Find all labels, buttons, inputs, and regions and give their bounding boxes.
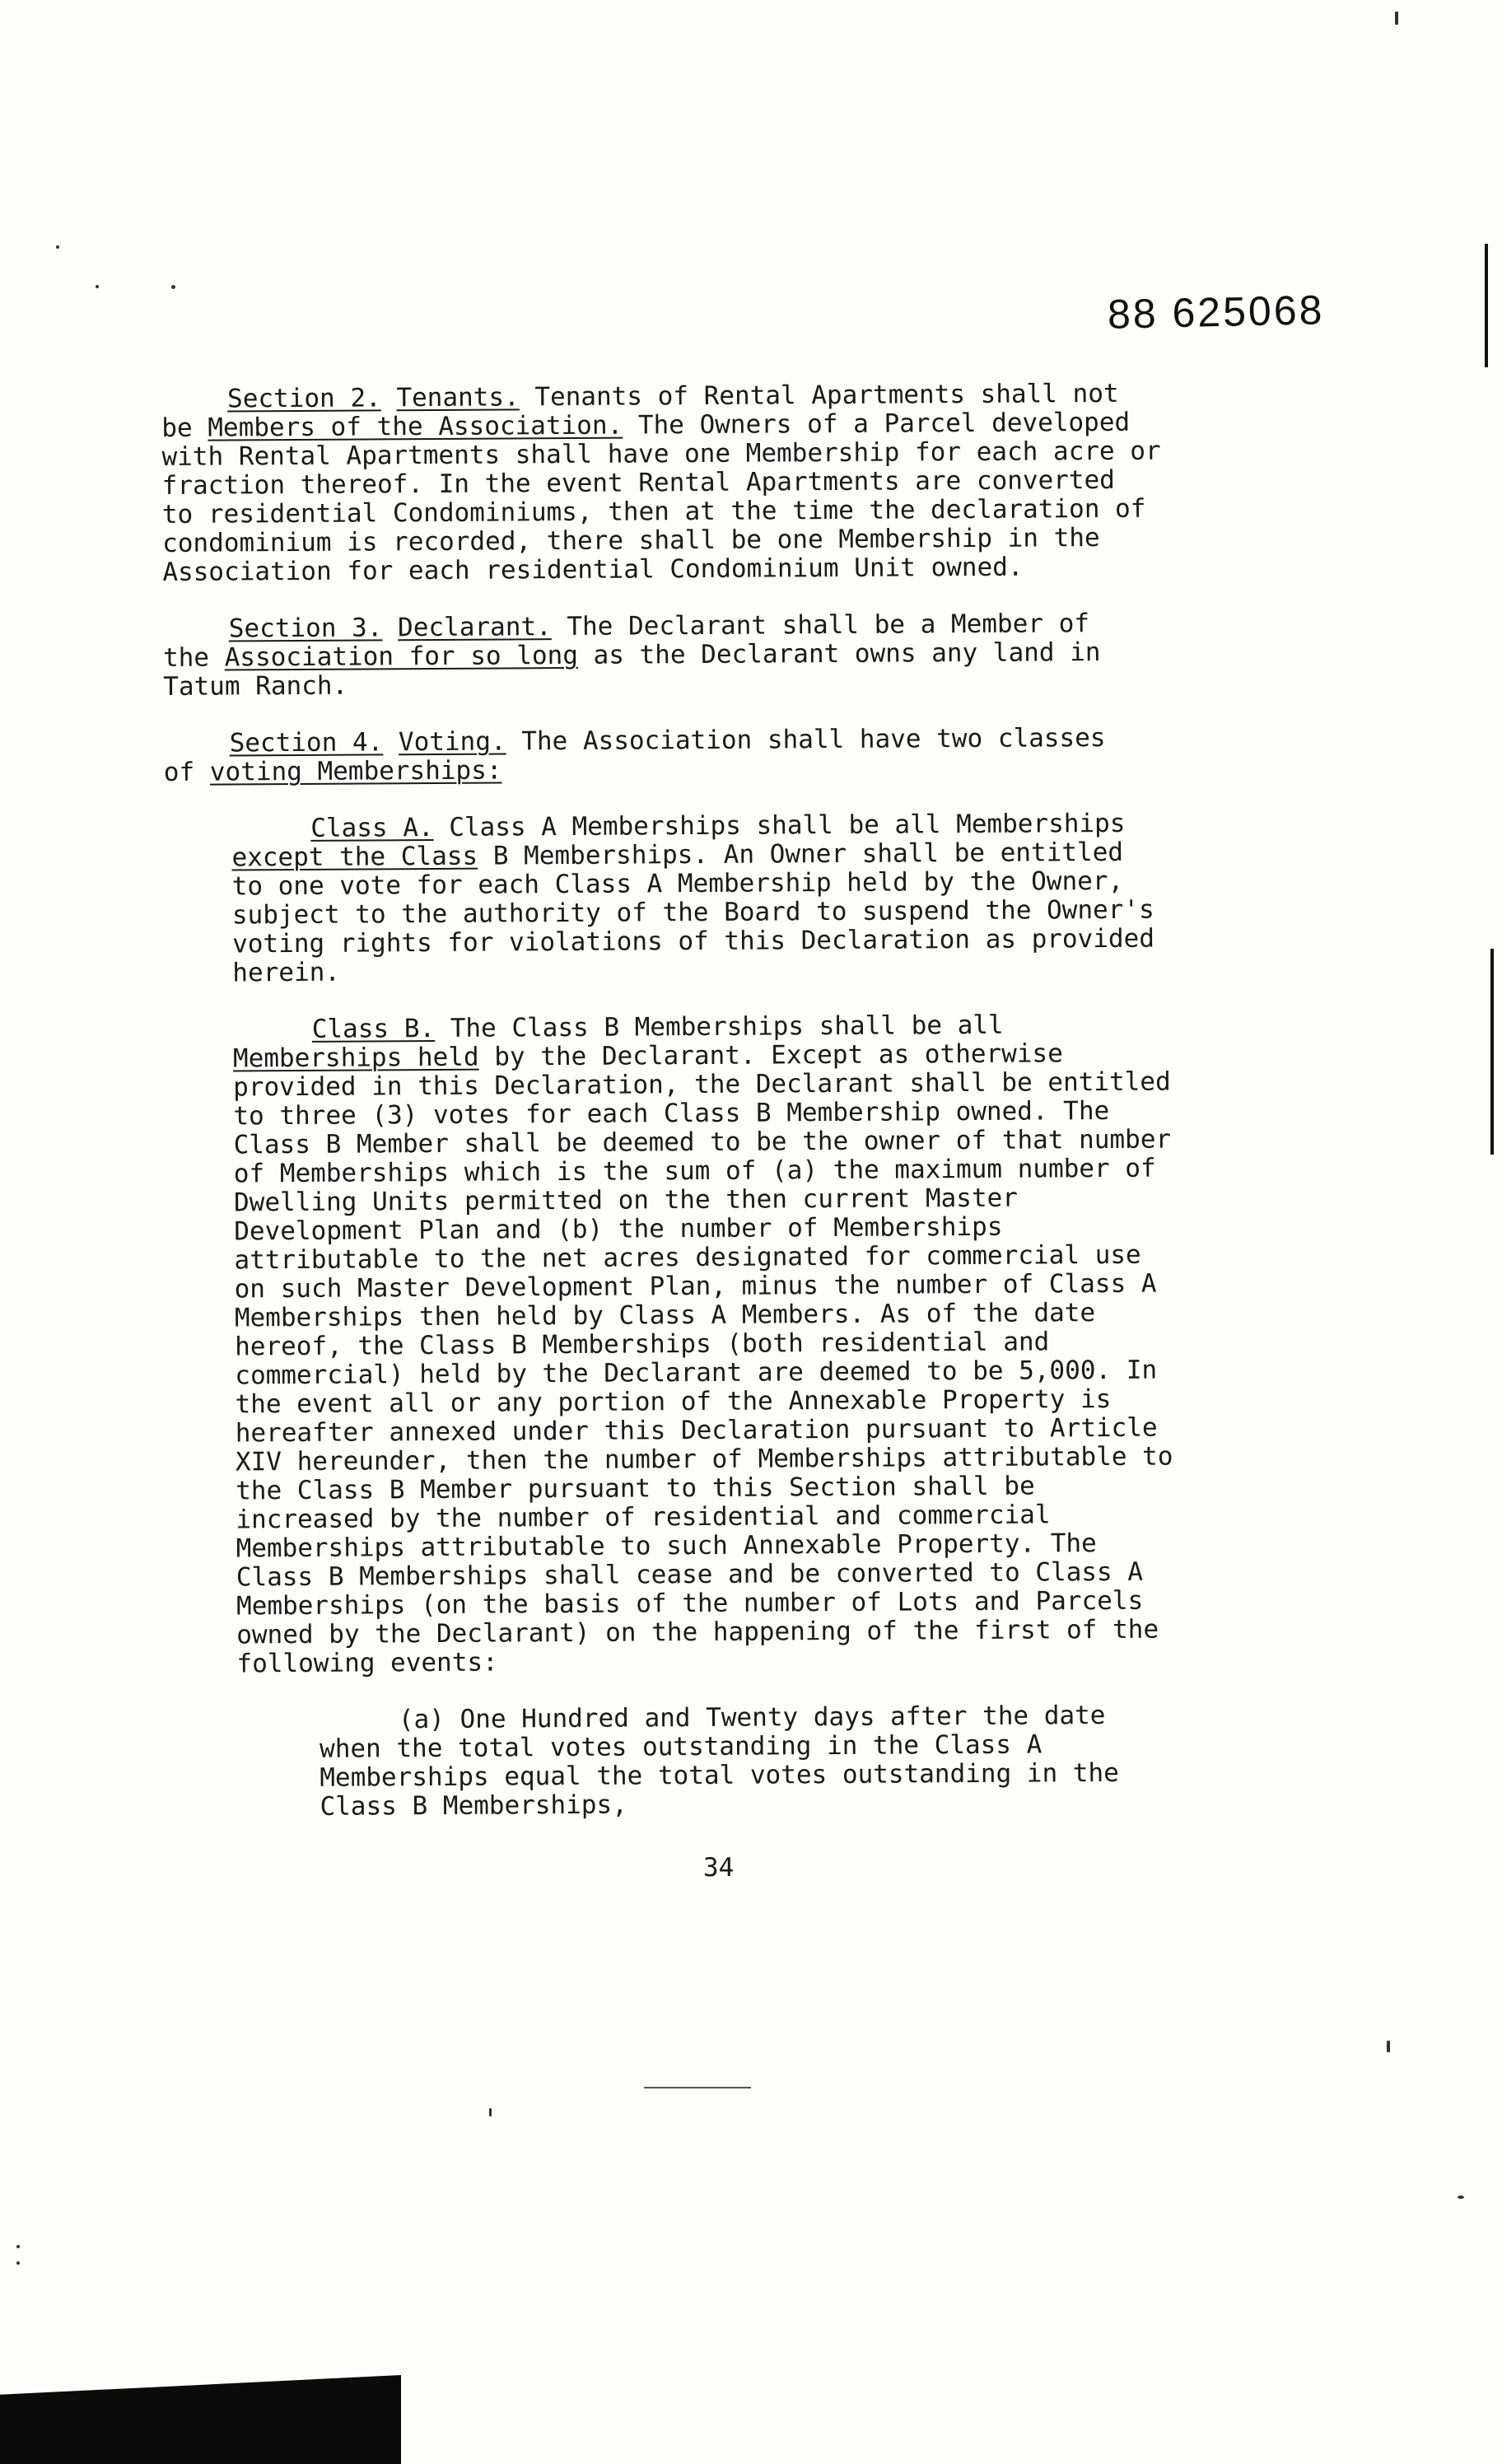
class-b-paragraph (166, 1009, 1322, 1679)
section-2-rest: with Rental Apartments shall have one Membership for each acre or fraction thereof. In the event Rental Apartments are converted to residential Condominiums, then at the time the declaration of condominium is recorded, there shall be one Membership in the Association for each residential Condominium Unit owned. (161, 436, 1161, 587)
section-2-line2-rest: The Owners of a Parcel developed (623, 407, 1131, 441)
section-3-line2-underlined: Association for so long (224, 640, 579, 673)
section-4-line2-underlined: voting Memberships: (209, 755, 502, 787)
class-a-title: Class A. (310, 812, 434, 843)
section-3-paragraph (163, 608, 1317, 702)
class-a-paragraph (164, 808, 1318, 988)
event-a-line1: (a) One Hundred and Twenty days after the date (398, 1701, 1106, 1735)
section-3-title: Declarant. (398, 612, 552, 643)
class-b-rest: by the Declarant. Except as otherwise provided in this Declaration, the Declarant shall be entitled to three (3) votes for each Class B Membership owned. The Class B Member shall be deemed to be the owner of that number of Memberships which is the sum of (a) the maximum number of Dwelling Units permitted on the then current Master Development Plan and (b) the number of Memberships attributable to the net acres designated for commercial use on such Master Development Plan, minus the number of Class A Memberships then held by Class A Members. As of the date hereof, the Class B Memberships (both residential and commercial) held by the Declarant are deemed to be 5,000. In the event all or any portion of the Annexable Property is hereafter annexed under this Declaration pursuant to Article XIV hereunder, then the number of Memberships attributable to the Class B Member pursuant to this Section shall be increased by the number of residential and commercial Memberships attributable to such Annexable Property. The Class B Memberships shall cease and be converted to Class A Memberships (on the basis of the number of Lots and Parcels owned by the Declarant) on the happening of the first of the following events: (233, 1038, 1173, 1679)
section-3-rest: Tatum Ranch. (163, 670, 348, 702)
class-b-line2-underlined: Memberships held (232, 1042, 479, 1074)
event-a-paragraph (170, 1700, 1323, 1822)
section-3-line2-rest: as the Declarant owns any land in (577, 637, 1101, 670)
class-b-line1: The Class B Memberships shall be all (434, 1010, 1004, 1043)
section-2-paragraph (161, 378, 1315, 587)
class-b-title: Class B. (311, 1013, 436, 1044)
scan-edge-line (1490, 949, 1494, 1155)
class-a-line1: Class A Memberships shall be all Memberships (433, 808, 1126, 842)
section-4-line2-prefix: of (163, 757, 210, 787)
class-a-rest: B Memberships. An Owner shall be entitled to one vote for each Class A Membership held by the Owner, subject to the authority of the Board to suspend the Owner's voting rights for violations of this Declaration as provided herein. (231, 837, 1155, 988)
section-2-line2-underlined: Members of the Association. (208, 410, 623, 443)
section-3-line1: The Declarant shall be a Member of (551, 609, 1090, 642)
section-3-line2-prefix: the (162, 642, 225, 673)
section-4-paragraph (164, 722, 1317, 787)
scan-speck (16, 2245, 20, 2248)
scan-speck (489, 2108, 492, 2116)
section-3-heading: Section 3. (228, 613, 383, 644)
body-text (161, 378, 1323, 1850)
scan-speck (16, 2261, 20, 2265)
section-4-line1: The Association shall have two classes (506, 723, 1106, 757)
scan-speck (1458, 2196, 1464, 2199)
scan-speck (96, 285, 99, 288)
scan-speck (171, 285, 175, 289)
scan-black-bar (0, 2375, 401, 2464)
section-2-title: Tenants. (396, 382, 520, 413)
section-2-heading: Section 2. (226, 383, 381, 414)
document-number: 88 625068 (1107, 287, 1325, 338)
page-number: 34 (703, 1853, 735, 1883)
class-a-line2-underlined: except the Class (231, 841, 478, 873)
scan-speck (644, 2087, 751, 2088)
section-2-line1: Tenants of Rental Apartments shall not (519, 378, 1119, 413)
scan-speck (56, 245, 59, 249)
scan-speck (1395, 12, 1398, 25)
section-4-title: Voting. (398, 726, 506, 758)
event-a-rest: when the total votes outstanding in the Class A Memberships equal the total votes outstanding in the Class B Memberships, (320, 1729, 1119, 1822)
section-2-line2-prefix: be (161, 413, 208, 443)
scan-speck (1387, 2041, 1390, 2052)
section-4-heading: Section 4. (229, 727, 384, 758)
scan-edge-line (1485, 244, 1488, 367)
